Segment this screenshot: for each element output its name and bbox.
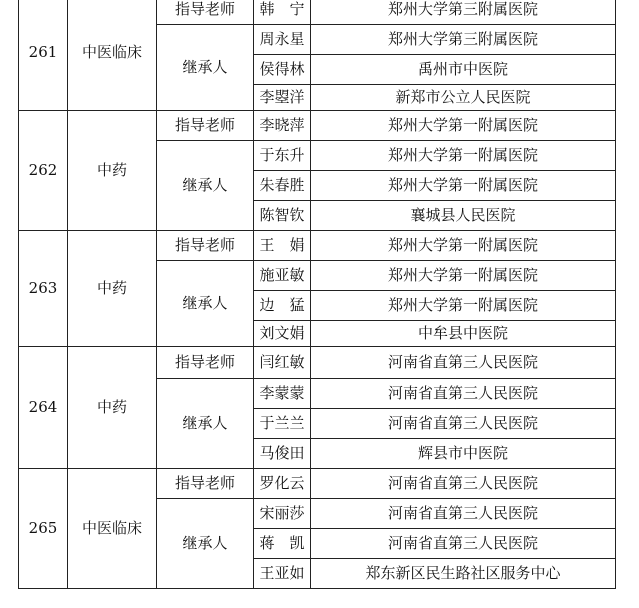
person-name-cell: 蒋 凯	[254, 529, 311, 559]
person-name-cell: 施亚敏	[254, 261, 311, 291]
major-cell: 中药	[68, 111, 157, 231]
role-mentor-cell: 指导老师	[157, 231, 254, 261]
major-cell: 中药	[68, 347, 157, 469]
role-mentor-cell: 指导老师	[157, 0, 254, 25]
person-name-cell: 闫红敏	[254, 347, 311, 379]
major-cell: 中药	[68, 231, 157, 347]
serial-number-cell: 264	[19, 347, 68, 469]
table-row	[19, 231, 616, 261]
person-name-cell: 侯得林	[254, 55, 311, 85]
person-name-cell: 边 猛	[254, 291, 311, 321]
person-name-cell: 李曌洋	[254, 85, 311, 111]
person-name-cell: 刘文娟	[254, 321, 311, 347]
serial-number-cell: 265	[19, 469, 68, 589]
serial-number-cell: 262	[19, 111, 68, 231]
person-name-cell: 马俊田	[254, 439, 311, 469]
major-cell: 中医临床	[68, 469, 157, 589]
role-mentor-cell: 指导老师	[157, 469, 254, 499]
person-name-cell: 于兰兰	[254, 409, 311, 439]
table-row	[19, 347, 616, 379]
person-name-cell: 罗化云	[254, 469, 311, 499]
role-heir-cell: 继承人	[157, 261, 254, 347]
work-unit-cell: 辉县市中医院	[311, 439, 616, 469]
person-name-cell: 陈智钦	[254, 201, 311, 231]
person-name-cell: 朱春胜	[254, 171, 311, 201]
work-unit-cell: 郑州大学第一附属医院	[311, 291, 616, 321]
person-name-cell: 宋丽莎	[254, 499, 311, 529]
work-unit-cell: 河南省直第三人民医院	[311, 409, 616, 439]
roster-table	[18, 0, 616, 589]
person-name-cell: 王亚如	[254, 559, 311, 589]
work-unit-cell: 郑州大学第一附属医院	[311, 231, 616, 261]
role-heir-cell: 继承人	[157, 141, 254, 231]
work-unit-cell: 郑州大学第一附属医院	[311, 171, 616, 201]
role-heir-cell: 继承人	[157, 499, 254, 589]
person-name-cell: 于东升	[254, 141, 311, 171]
work-unit-cell: 郑州大学第三附属医院	[311, 0, 616, 25]
serial-number-cell: 261	[19, 0, 68, 111]
table-row	[19, 111, 616, 141]
work-unit-cell: 郑州大学第一附属医院	[311, 111, 616, 141]
role-mentor-cell: 指导老师	[157, 111, 254, 141]
major-cell: 中医临床	[68, 0, 157, 111]
work-unit-cell: 襄城县人民医院	[311, 201, 616, 231]
role-mentor-cell: 指导老师	[157, 347, 254, 379]
person-name-cell: 李晓萍	[254, 111, 311, 141]
person-name-cell: 李蒙蒙	[254, 379, 311, 409]
work-unit-cell: 郑州大学第一附属医院	[311, 141, 616, 171]
table-row	[19, 0, 616, 25]
work-unit-cell: 河南省直第三人民医院	[311, 379, 616, 409]
work-unit-cell: 禹州市中医院	[311, 55, 616, 85]
person-name-cell: 周永星	[254, 25, 311, 55]
work-unit-cell: 河南省直第三人民医院	[311, 469, 616, 499]
work-unit-cell: 新郑市公立人民医院	[311, 85, 616, 111]
work-unit-cell: 河南省直第三人民医院	[311, 529, 616, 559]
role-heir-cell: 继承人	[157, 25, 254, 111]
serial-number-cell: 263	[19, 231, 68, 347]
person-name-cell: 韩 宁	[254, 0, 311, 25]
work-unit-cell: 河南省直第三人民医院	[311, 499, 616, 529]
roster-body	[19, 0, 616, 589]
role-heir-cell: 继承人	[157, 379, 254, 469]
work-unit-cell: 郑州大学第一附属医院	[311, 261, 616, 291]
work-unit-cell: 河南省直第三人民医院	[311, 347, 616, 379]
work-unit-cell: 中牟县中医院	[311, 321, 616, 347]
person-name-cell: 王 娟	[254, 231, 311, 261]
table-row	[19, 469, 616, 499]
work-unit-cell: 郑东新区民生路社区服务中心	[311, 559, 616, 589]
work-unit-cell: 郑州大学第三附属医院	[311, 25, 616, 55]
